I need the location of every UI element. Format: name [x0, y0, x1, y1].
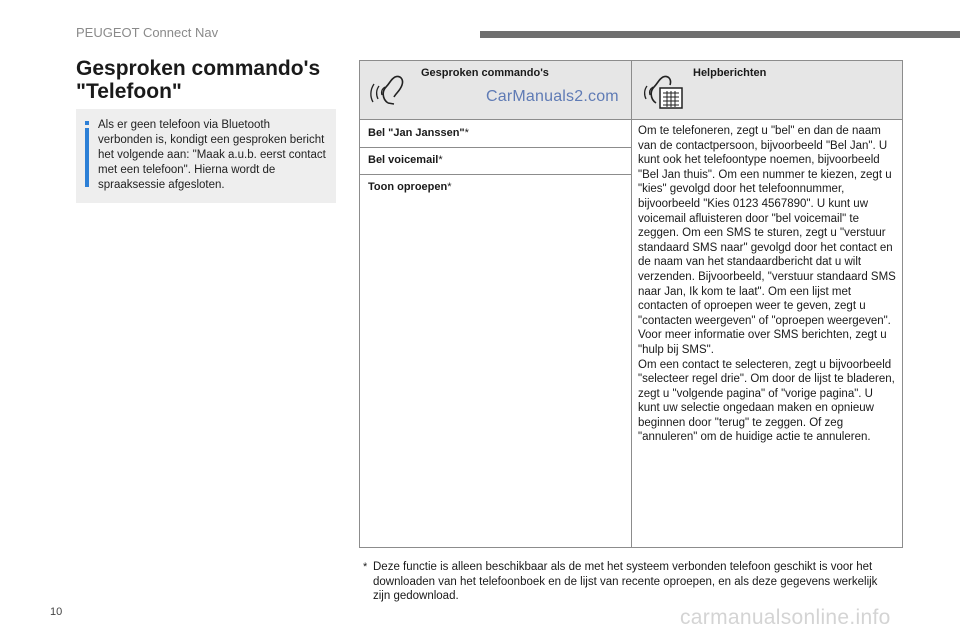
footnote-mark: * [363, 561, 368, 573]
command-cell-1 [360, 127, 631, 139]
command-label: Bel "Jan Janssen" [368, 127, 465, 139]
command-separator [360, 147, 631, 148]
page-number: 10 [50, 606, 63, 618]
col2-header: Helpberichten [693, 67, 767, 79]
footnote-text: Deze functie is alleen beschikbaar als de met het systeem verbonden telefoon geschikt is voor het downloaden van het telefoonboek en de lijst van recente oproepen, en als deze gegevens werkelijk zijn gedownload. [373, 561, 878, 602]
command-label: Bel voicemail [368, 154, 439, 166]
col1-header: Gesproken commando's [421, 67, 549, 79]
help-messages-icon [642, 71, 686, 116]
footer-watermark: carmanualsonline.info [680, 606, 891, 629]
command-asterisk: * [464, 127, 469, 139]
command-asterisk: * [447, 181, 452, 193]
section-title-line2: "Telefoon" [76, 80, 182, 103]
info-box [76, 109, 336, 203]
section-title [76, 57, 336, 103]
section-title-line1: Gesproken commando's [76, 57, 321, 80]
header-title: PEUGEOT Connect Nav [76, 25, 219, 40]
info-text: Als er geen telefoon via Bluetooth verbonden is, kondigt een gesproken bericht het volgende aan: "Maak a.u.b. eerst contact met een telefoon". Hierna wordt de spraaksessie afgesloten. [98, 119, 326, 191]
command-asterisk: * [438, 154, 443, 166]
info-icon [85, 121, 89, 187]
header-bar [480, 31, 960, 38]
command-separator [360, 174, 631, 175]
col-divider [631, 61, 632, 547]
command-cell-3 [360, 181, 631, 193]
command-cell-2 [360, 154, 631, 166]
command-label: Toon oproepen [368, 181, 448, 193]
voice-command-icon [370, 73, 406, 112]
watermark-logo: CarManuals2.com [486, 88, 619, 105]
help-text: Om te telefoneren, zegt u "bel" en dan de naam van de contactpersoon, bijvoorbeeld "Bel Jan". U kunt ook het telefoontype noemen, bijvoorbeeld "Bel Jan thuis". Om een nummer te kiezen, zegt u "kies" gevolgd door het telefoonnummer, bijvoorbeeld "Kies 0123 4567890". U kunt uw voicemail afluisteren door "bel voicemail" te zeggen. Om een SMS te sturen, zegt u "verstuur standaard SMS naar" gevolgd door het contact en de naam van het standaardbericht dat u wilt verzenden. Bijvoorbeeld, "verstuur standaard SMS naar Jan, Ik kom te laat". Om een lijst met contacten of oproepen weer te geven, zegt u "contacten weergeven" of "oproepen weergeven". Voor meer informatie over SMS berichten, zegt u "hulp bij SMS". Om een contact te selecteren, zegt u bijvoorbeeld "selecteer regel drie". Om door de lijst te bladeren, zegt u "volgende pagina" of "vorige pagina". U kunt uw selectie ongedaan maken en opnieuw beginnen door "terug" te zeggen. Of zeg "annuleren" om de huidige actie te annuleren. [638, 125, 896, 444]
commands-table [359, 60, 903, 548]
